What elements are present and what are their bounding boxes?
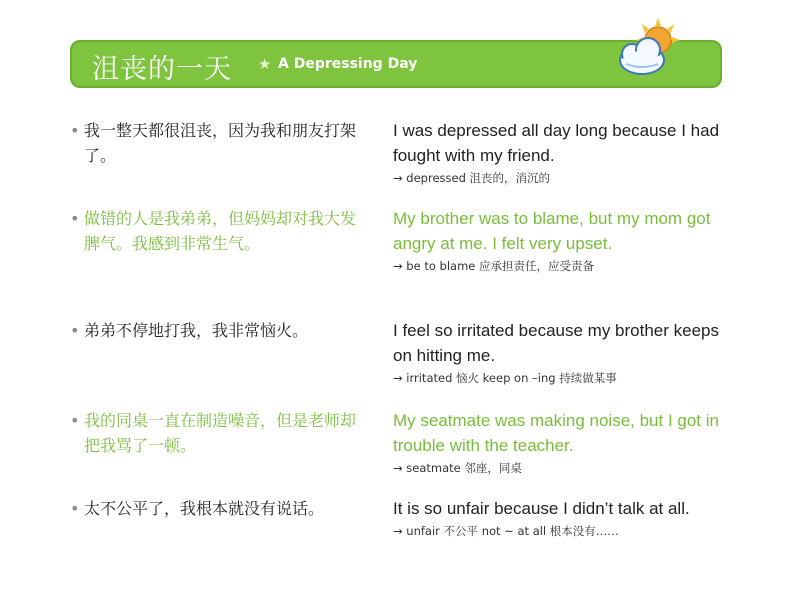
vocabulary-note: → unfair 不公平 not ~ at all 根本没有…… xyxy=(393,524,619,538)
chinese-text: 做错的人是我弟弟，但妈妈却对我大发脾气。我感到非常生气。 xyxy=(84,209,357,253)
chinese-sentence xyxy=(70,408,370,458)
star-icon: ★ xyxy=(258,55,272,73)
chinese-text: 弟弟不停地打我，我非常恼火。 xyxy=(84,321,309,340)
page-title-chinese: 沮丧的一天 xyxy=(92,54,232,85)
chinese-sentence xyxy=(70,206,370,256)
english-text: My seatmate was making noise, but I got in trouble with the teacher. xyxy=(393,411,719,455)
chinese-sentence xyxy=(70,496,370,521)
bullet-icon: • xyxy=(70,209,80,228)
bullet-icon: • xyxy=(70,499,80,518)
english-sentence xyxy=(393,408,733,478)
english-text: My brother was to blame, but my mom got angry at me. I felt very upset. xyxy=(393,209,711,253)
bullet-icon: • xyxy=(70,121,80,140)
chinese-text: 太不公平了，我根本就没有说话。 xyxy=(84,499,325,518)
english-text: It is so unfair because I didn’t talk at all. xyxy=(393,499,690,518)
chinese-text: 我的同桌一直在制造噪音，但是老师却把我骂了一顿。 xyxy=(84,411,357,455)
vocabulary-note: → be to blame 应承担责任，应受责备 xyxy=(393,259,594,273)
sun-cloud-icon xyxy=(612,14,686,82)
cloud-icon xyxy=(620,38,664,74)
vocabulary-note: → irritated 恼火 keep on –ing 持续做某事 xyxy=(393,371,617,385)
english-sentence xyxy=(393,118,733,188)
chinese-text: 我一整天都很沮丧，因为我和朋友打架了。 xyxy=(84,121,357,165)
bullet-icon: • xyxy=(70,411,80,430)
english-sentence xyxy=(393,206,733,276)
english-text: I was depressed all day long because I had fought with my friend. xyxy=(393,121,720,165)
page-title-english: A Depressing Day xyxy=(278,56,418,72)
english-text: I feel so irritated because my brother keeps on hitting me. xyxy=(393,321,719,365)
english-sentence xyxy=(393,318,733,388)
chinese-sentence xyxy=(70,118,370,168)
bullet-icon: • xyxy=(70,321,80,340)
vocabulary-note: → depressed 沮丧的，消沉的 xyxy=(393,171,551,185)
english-sentence xyxy=(393,496,733,541)
chinese-sentence xyxy=(70,318,370,343)
vocabulary-note: → seatmate 邻座，同桌 xyxy=(393,461,522,475)
